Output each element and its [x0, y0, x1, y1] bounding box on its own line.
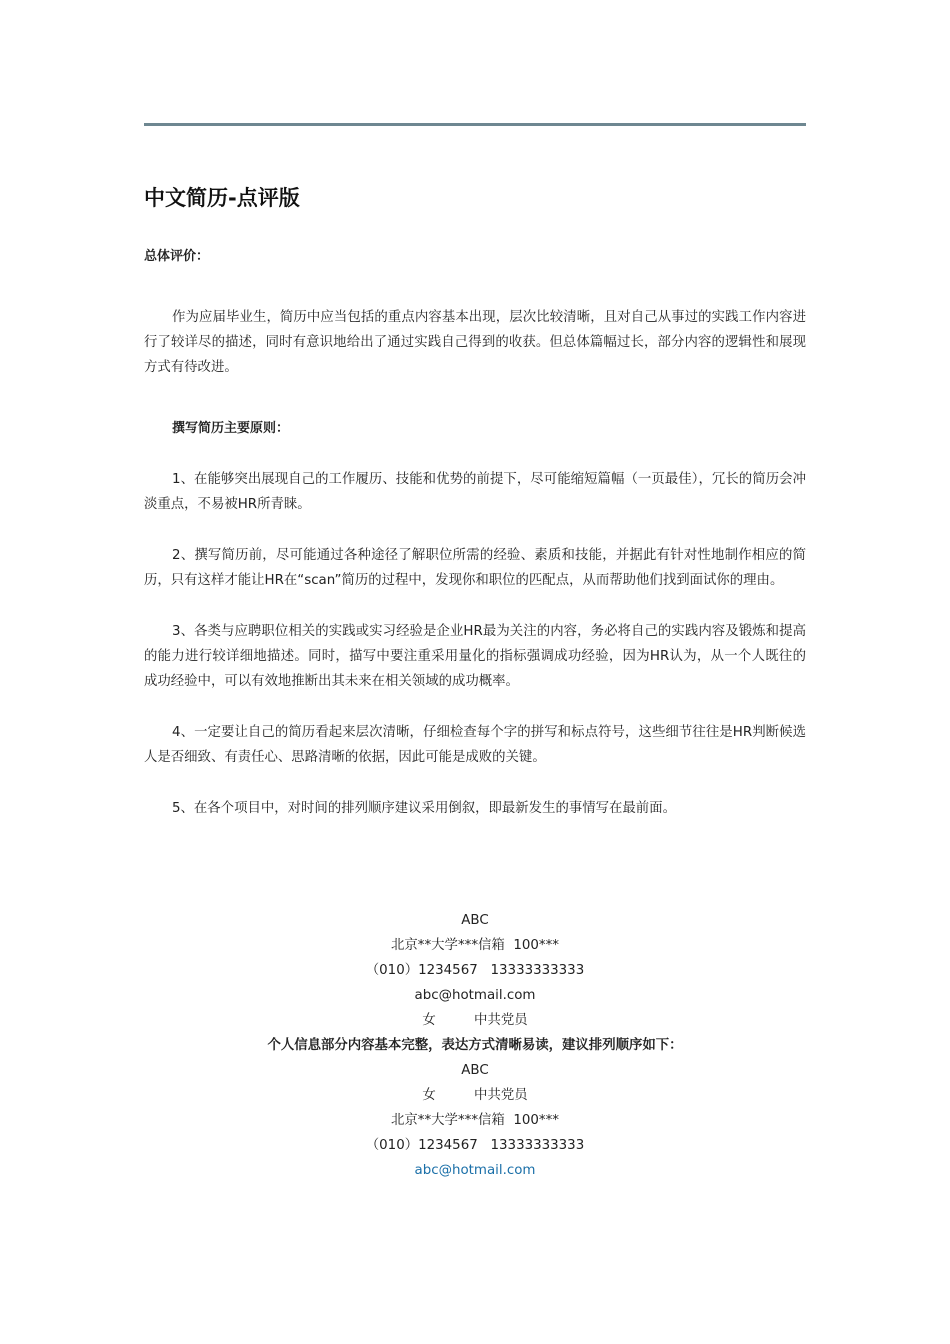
principle-item-4: 4、一定要让自己的简历看起来层次清晰，仔细检查每个字的拼写和标点符号，这些细节往往是HR判断候选人是否细致、有责任心、思路清晰的依据，因此可能是成败的关键。 [144, 725, 806, 765]
top-divider [144, 123, 806, 126]
principle-item-5: 5、在各个项目中，对时间的排列顺序建议采用倒叙，即最新发生的事情写在最前面。 [172, 801, 676, 816]
contact-email: abc@hotmail.com [414, 988, 536, 1003]
suggested-name: ABC [461, 1063, 489, 1078]
overall-paragraph: 作为应届毕业生，简历中应当包括的重点内容基本出现，层次比较清晰，且对自己从事过的实践工作内容进行了较详尽的描述，同时有意识地给出了通过实践自己得到的收获。但总体篇幅过长，部分内容的逻辑性和展现方式有待改进。 [144, 310, 806, 375]
suggested-address: 北京**大学***信箱 100*** [391, 1113, 559, 1128]
suggested-email-link[interactable]: abc@hotmail.com [414, 1163, 536, 1178]
principle-item-3: 3、各类与应聘职位相关的实践或实习经验是企业HR最为关注的内容，务必将自己的实践内容及锻炼和提高的能力进行较详细地描述。同时，描写中要注重采用量化的指标强调成功经验，因为HR认为，从一个人既往的成功经验中，可以有效地推断出其未来在相关领域的成功概率。 [144, 624, 806, 689]
page-title: 中文简历-点评版 [144, 186, 300, 210]
contact-block [144, 908, 806, 1183]
overall-label: 总体评价： [144, 249, 210, 264]
contact-address: 北京**大学***信箱 100*** [391, 938, 559, 953]
principles-label: 撰写简历主要原则： [172, 421, 290, 436]
review-content [144, 244, 806, 821]
suggested-phone: （010）1234567 13333333333 [365, 1138, 585, 1153]
contact-phone: （010）1234567 13333333333 [365, 963, 585, 978]
principle-item-1: 1、在能够突出展现自己的工作履历、技能和优势的前提下，尽可能缩短篇幅（一页最佳），冗长的简历会冲淡重点，不易被HR所青睐。 [144, 472, 806, 512]
suggested-gender-party: 女 中共党员 [422, 1088, 528, 1103]
principle-item-2: 2、撰写简历前，尽可能通过各种途径了解职位所需的经验、素质和技能，并据此有针对性地制作相应的简历，只有这样才能让HR在“scan”简历的过程中，发现你和职位的匹配点，从而帮助他们找到面试你的理由。 [144, 548, 806, 588]
contact-review-note: 个人信息部分内容基本完整，表达方式清晰易读，建议排列顺序如下： [267, 1038, 683, 1053]
contact-gender-party: 女 中共党员 [422, 1013, 528, 1028]
contact-name: ABC [461, 913, 489, 928]
